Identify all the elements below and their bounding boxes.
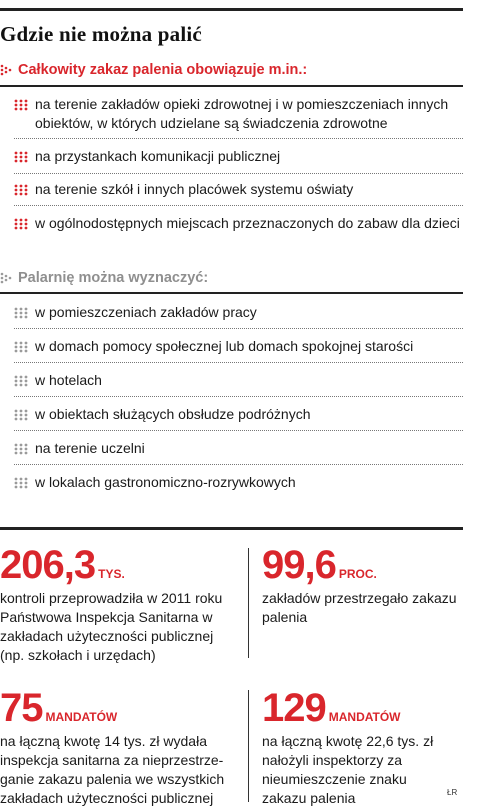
stat-fines-signage — [262, 688, 452, 808]
list-item — [14, 206, 463, 256]
list-item — [14, 174, 463, 206]
list-item — [14, 139, 463, 174]
list-item — [14, 88, 463, 139]
section-heading-text: Całkowity zakaz palenia obowiązuje m.in.: — [18, 62, 308, 78]
triangle-dots-icon — [0, 64, 12, 76]
ban-list — [14, 88, 463, 256]
grid-dots-icon — [14, 218, 28, 230]
list-item — [14, 363, 463, 397]
grid-dots-icon — [14, 151, 28, 163]
grid-dots-icon — [14, 341, 28, 353]
page-title: Gdzie nie można palić — [0, 22, 202, 46]
grid-dots-icon — [14, 375, 28, 387]
section-rule — [0, 292, 463, 294]
list-item — [14, 329, 463, 363]
section-heading-smoking-room — [0, 270, 208, 286]
list-item-text: na terenie uczelni — [35, 440, 145, 456]
top-rule — [0, 8, 463, 11]
grid-dots-icon — [14, 184, 28, 196]
stat-unit: PROC. — [338, 567, 377, 581]
list-item-text: w pomieszczeniach zakładów pracy — [35, 304, 257, 320]
list-item-text: w hotelach — [35, 372, 102, 388]
triangle-dots-icon — [0, 272, 12, 284]
list-item — [14, 431, 463, 465]
stat-unit: MANDATÓW — [328, 710, 401, 724]
section-heading-text: Palarnię można wyznaczyć: — [18, 270, 209, 286]
stats-rule — [0, 527, 463, 530]
stat-compliance — [262, 545, 462, 627]
list-item-text: w lokalach gastronomiczno-rozrywkowych — [35, 474, 296, 490]
stat-value: 99,6 — [262, 543, 336, 587]
stat-divider — [248, 548, 249, 658]
grid-dots-icon — [14, 443, 28, 455]
stat-description: na łączną kwotę 14 tys. zł wydała inspekcja sanitarna za nieprzestrze-ganie zakazu palenia we wszystkich zakładach użyteczności publicznej — [0, 733, 225, 806]
grid-dots-icon — [14, 307, 28, 319]
smoking-room-list — [14, 295, 463, 499]
stat-divider — [248, 690, 249, 802]
list-item — [14, 397, 463, 431]
stat-unit: MANDATÓW — [45, 710, 118, 724]
section-heading-total-ban — [0, 62, 307, 78]
stat-description: kontroli przeprowadziła w 2011 roku Państwowa Inspekcja Sanitarna w zakładach użyteczności publicznej (np. szkołach i urzędach) — [0, 590, 223, 663]
list-item — [14, 295, 463, 329]
stat-fines-sanitary — [0, 688, 242, 808]
stat-description: na łączną kwotę 22,6 tys. zł nałożyli inspektorzy za nieumieszczenie znaku zakazu palenia — [262, 733, 434, 806]
stat-value: 206,3 — [0, 543, 96, 587]
list-item-text: na przystankach komunikacji publicznej — [35, 148, 281, 164]
grid-dots-icon — [14, 409, 28, 421]
list-item-text: w domach pomocy społecznej lub domach spokojnej starości — [35, 338, 414, 354]
stat-value: 129 — [262, 686, 326, 730]
list-item-text: na terenie zakładów opieki zdrowotnej i w pomieszczeniach innych obiektów, w których udzielane są świadczenia zdrowotne — [35, 96, 449, 131]
stat-inspections — [0, 545, 240, 665]
stat-unit: TYS. — [98, 567, 125, 581]
list-item — [14, 465, 463, 499]
grid-dots-icon — [14, 477, 28, 489]
list-item-text: na terenie szkół i innych placówek systemu oświaty — [35, 181, 354, 197]
section-rule — [0, 85, 463, 87]
author-credit: ŁR — [447, 788, 458, 797]
stat-value: 75 — [0, 686, 43, 730]
list-item-text: w obiektach służących obsłudze podróżnych — [35, 406, 311, 422]
grid-dots-icon — [14, 99, 28, 111]
list-item-text: w ogólnodostępnych miejscach przeznaczonych do zabaw dla dzieci — [35, 215, 460, 231]
stat-description: zakładów przestrzegało zakazu palenia — [262, 590, 457, 625]
